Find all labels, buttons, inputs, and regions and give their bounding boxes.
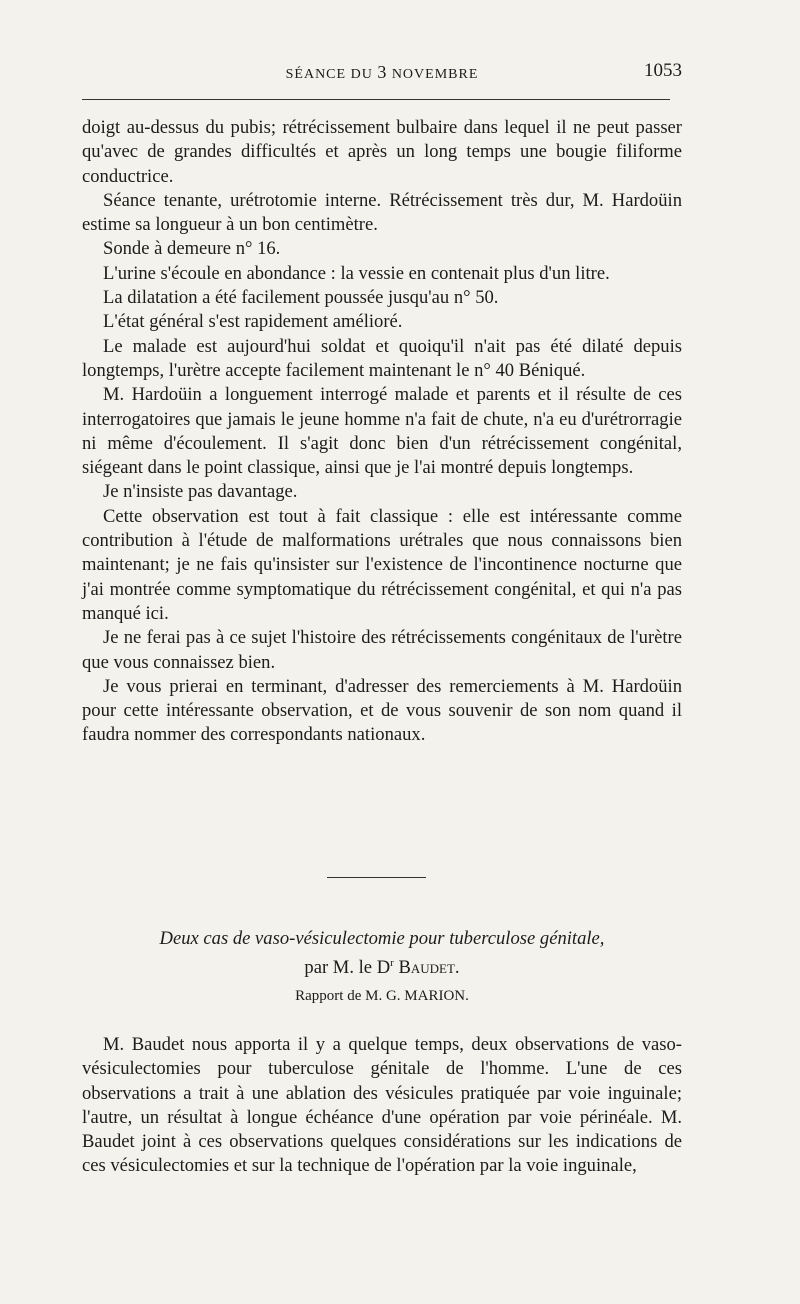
paragraph: doigt au-dessus du pubis; rétrécissement bulbaire dans lequel il ne peut passer qu'avec de grandes difficultés et après un long temps une bougie filiforme conductrice. <box>82 117 682 187</box>
body-text-bottom <box>82 1033 682 1179</box>
title-du: DU <box>350 67 373 82</box>
byline-prefix: par M. le D <box>304 957 391 979</box>
paragraph: Le malade est aujourd'hui soldat et quoiqu'il n'ait pas été dilaté depuis longtemps, l'urètre accepte facilement maintenant le n° 40 Béniqué. <box>82 335 682 381</box>
running-title <box>82 62 682 83</box>
byline-sup: r <box>390 957 394 969</box>
section-heading <box>82 927 682 980</box>
paragraph: La dilatation a été facilement poussée jusqu'au n° 50. <box>103 287 499 309</box>
title-seance: SÉANCE <box>285 67 347 82</box>
header-rule <box>82 99 670 100</box>
paragraph: Cette observation est tout à fait classique : elle est intéressante comme contribution à l'étude de malformations urétrales que nous connaissons bien maintenant; je ne fais qu'insister sur l'existence de l'incontinence nocturne que j'ai montrée comme symptomatique du rétrécissement congénital, et qui n'a pas manqué ici. <box>82 505 682 624</box>
title-month: NOVEMBRE <box>391 67 479 82</box>
paragraph: M. Baudet nous apporta il y a quelque temps, deux observations de vaso-vésiculectomies pour tuberculose génitale de l'homme. L'une de ces observations a trait à une ablation des vésicules pratiquée par voie inguinale; l'autre, un résultat à longue échéance d'une opération par voie périnéale. M. Baudet joint à ces observations quelques considérations sur les indications de ces vésiculectomies et sur la technique de l'opération par la voie inguinale, <box>82 1034 682 1177</box>
page-number: 1053 <box>644 60 682 81</box>
section-byline <box>82 951 682 980</box>
section-separator <box>327 877 426 878</box>
byline-author: Baudet. <box>398 957 460 979</box>
paragraph: Je n'insiste pas davantage. <box>103 481 298 503</box>
paragraph: Je vous prierai en terminant, d'adresser des remerciements à M. Hardoüin pour cette intéressante observation, et de vous souvenir de son nom quand il faudra nommer des correspondants nationaux. <box>82 675 682 746</box>
paragraph: L'urine s'écoule en abondance : la vessie en contenait plus d'un litre. <box>103 262 610 284</box>
paragraph: Séance tenante, urétrotomie interne. Rétrécissement très dur, M. Hardoüin estime sa longueur à un bon centimètre. <box>82 189 682 236</box>
rapport-line: Rapport de M. G. MARION. <box>295 988 469 1004</box>
paragraph: L'état général s'est rapidement amélioré. <box>103 311 403 333</box>
running-header <box>82 60 682 84</box>
body-text-top <box>82 116 682 748</box>
section-title: Deux cas de vaso-vésiculectomie pour tuberculose génitale, <box>159 928 605 949</box>
paragraph: M. Hardoüin a longuement interrogé malade et parents et il résulte de ces interrogatoires que jamais le jeune homme n'a fait de chute, n'a eu d'urétrorragie ni même d'écoulement. Il s'agit donc bien d'un rétrécissement congénital, siégeant dans le point classique, ainsi que je l'ai montré depuis longtemps. <box>82 384 682 479</box>
paragraph: Je ne ferai pas à ce sujet l'histoire des rétrécissements congénitaux de l'urètre que vous connaissez bien. <box>82 627 682 673</box>
paragraph: Sonde à demeure n° 16. <box>103 238 281 260</box>
title-num: 3 <box>377 62 388 82</box>
